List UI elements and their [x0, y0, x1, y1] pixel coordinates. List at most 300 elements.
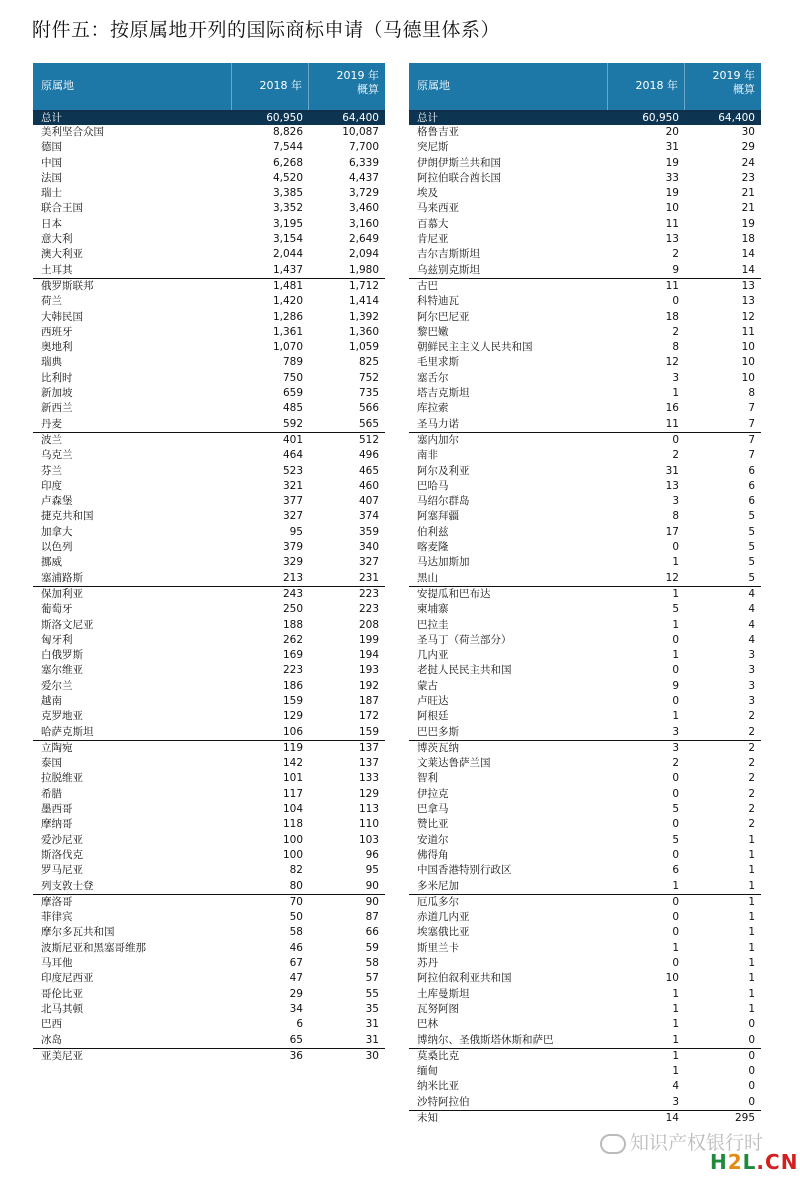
value-2018-cell: 0 [672, 957, 679, 970]
value-2019-cell: 55 [365, 987, 379, 1000]
value-2019-cell: 460 [358, 479, 379, 492]
origin-cell: 匈牙利 [41, 633, 73, 646]
origin-cell: 巴拿马 [417, 803, 449, 816]
origin-cell: 博茨瓦纳 [417, 741, 459, 754]
value-2018-cell: 104 [282, 803, 303, 816]
value-2019-cell: 194 [358, 649, 379, 662]
value-2018-cell: 3,195 [272, 217, 303, 230]
left-table [33, 63, 385, 1064]
origin-cell: 阿根廷 [417, 710, 449, 723]
value-2019-cell: 133 [358, 772, 379, 785]
value-2019-cell: 223 [358, 603, 379, 616]
value-2019-cell: 159 [358, 725, 379, 738]
value-2019-cell: 6 [748, 479, 755, 492]
table-row [409, 648, 761, 663]
origin-cell: 大韩民国 [41, 310, 83, 323]
table-row [33, 1048, 385, 1064]
table-row [409, 817, 761, 832]
table-row [33, 401, 385, 416]
value-2018-cell: 0 [672, 694, 679, 707]
value-2018-cell: 0 [672, 818, 679, 831]
value-2018-cell: 18 [665, 310, 679, 323]
total-row [33, 112, 385, 125]
watermark: 知识产权银行时 [600, 1128, 763, 1155]
value-2019-cell: 199 [358, 633, 379, 646]
value-2019-cell: 1 [748, 926, 755, 939]
value-2018-cell: 0 [672, 772, 679, 785]
value-2019-cell: 5 [748, 541, 755, 554]
table-row [33, 586, 385, 602]
value-2018-cell: 58 [289, 926, 303, 939]
origin-cell: 马达加斯加 [417, 556, 470, 569]
value-2018-cell: 327 [282, 510, 303, 523]
table-row [33, 740, 385, 756]
table-row [409, 140, 761, 155]
table-row [409, 586, 761, 602]
origin-cell: 保加利亚 [41, 587, 83, 600]
value-2019-cell: 24 [741, 156, 755, 169]
value-2019-cell: 223 [358, 587, 379, 600]
table-row [409, 941, 761, 956]
origin-cell: 冰岛 [41, 1033, 62, 1046]
left-table-body [33, 125, 385, 1064]
origin-cell: 中国 [41, 156, 62, 169]
origin-cell: 毛里求斯 [417, 356, 459, 369]
value-2018-cell: 250 [282, 603, 303, 616]
table-row [409, 663, 761, 678]
origin-cell: 丹麦 [41, 417, 62, 430]
origin-cell: 芬兰 [41, 464, 62, 477]
value-2018-cell: 11 [665, 279, 679, 292]
value-2018-cell: 1 [672, 1065, 679, 1078]
table-row [409, 879, 761, 894]
table-row [33, 694, 385, 709]
value-2019-cell: 2 [748, 710, 755, 723]
value-2019-cell: 1,980 [348, 263, 379, 276]
origin-cell: 伯利兹 [417, 525, 449, 538]
table-row [33, 555, 385, 570]
table-row [33, 171, 385, 186]
value-2018-cell: 262 [282, 633, 303, 646]
table-row [33, 217, 385, 232]
value-2019-cell: 13 [741, 279, 755, 292]
value-2019-cell: 1 [748, 833, 755, 846]
value-2018-cell: 20 [665, 126, 679, 138]
table-row [409, 355, 761, 370]
value-2019-cell: 14 [741, 248, 755, 261]
origin-cell: 墨西哥 [41, 803, 73, 816]
origin-cell: 安道尔 [417, 833, 449, 846]
table-row [33, 432, 385, 448]
value-2019-cell: 4 [748, 633, 755, 646]
origin-cell: 联合王国 [41, 202, 83, 215]
header-2019: 2019 年 概算 [308, 63, 385, 110]
origin-cell: 新西兰 [41, 402, 73, 415]
origin-cell: 文莱达鲁萨兰国 [417, 757, 491, 770]
table-row [409, 679, 761, 694]
value-2018-cell: 0 [672, 664, 679, 677]
origin-cell: 巴拉圭 [417, 618, 449, 631]
value-2019-cell: 21 [741, 202, 755, 215]
table-row [409, 232, 761, 247]
origin-cell: 博纳尔、圣俄斯塔休斯和萨巴 [417, 1033, 554, 1046]
table-row [33, 232, 385, 247]
table-row [409, 1002, 761, 1017]
table-row [33, 263, 385, 278]
table-row [409, 294, 761, 309]
table-row [409, 401, 761, 416]
value-2019-cell: 7 [748, 402, 755, 415]
value-2018-cell: 118 [282, 818, 303, 831]
value-2019-cell: 7,700 [348, 141, 379, 154]
origin-cell: 捷克共和国 [41, 510, 94, 523]
value-2019-cell: 825 [358, 356, 379, 369]
table-row [33, 910, 385, 925]
origin-cell: 老挝人民民主共和国 [417, 664, 512, 677]
value-2019-cell: 30 [365, 1049, 379, 1062]
total-row [409, 112, 761, 125]
value-2019-cell: 31 [365, 1018, 379, 1031]
table-row [33, 602, 385, 617]
origin-cell: 科特迪瓦 [417, 295, 459, 308]
origin-cell: 克罗地亚 [41, 710, 83, 723]
value-2019-cell: 465 [358, 464, 379, 477]
table-row [33, 756, 385, 771]
table-row [33, 509, 385, 524]
origin-cell: 百慕大 [417, 217, 449, 230]
table-row [33, 1017, 385, 1032]
table-row [409, 217, 761, 232]
origin-cell: 爱沙尼亚 [41, 833, 83, 846]
value-2018-cell: 8,826 [272, 126, 303, 138]
value-2019-cell: 90 [365, 879, 379, 892]
value-2019-cell: 208 [358, 618, 379, 631]
origin-cell: 苏丹 [417, 957, 438, 970]
value-2018-cell: 6 [672, 864, 679, 877]
table-row [409, 494, 761, 509]
origin-cell: 阿拉伯叙利亚共和国 [417, 972, 512, 985]
value-2019-cell: 21 [741, 187, 755, 200]
table-row [33, 971, 385, 986]
table-row [33, 941, 385, 956]
value-2018-cell: 0 [672, 633, 679, 646]
value-2018-cell: 0 [672, 911, 679, 924]
value-2018-cell: 243 [282, 587, 303, 600]
origin-cell: 黎巴嫩 [417, 325, 449, 338]
table-row [33, 648, 385, 663]
table-row [33, 848, 385, 863]
value-2018-cell: 11 [665, 417, 679, 430]
total-2018: 60,950 [642, 112, 679, 124]
origin-cell: 纳米比亚 [417, 1080, 459, 1093]
value-2018-cell: 3 [672, 725, 679, 738]
table-row [409, 1064, 761, 1079]
value-2019-cell: 12 [741, 310, 755, 323]
value-2019-cell: 2 [748, 725, 755, 738]
origin-cell: 加拿大 [41, 525, 73, 538]
table-row [33, 479, 385, 494]
origin-cell: 巴哈马 [417, 479, 449, 492]
value-2018-cell: 3 [672, 741, 679, 754]
value-2019-cell: 2 [748, 818, 755, 831]
table-row [33, 278, 385, 294]
value-2018-cell: 129 [282, 710, 303, 723]
origin-cell: 挪威 [41, 556, 62, 569]
value-2019-cell: 3,160 [348, 217, 379, 230]
value-2018-cell: 31 [665, 141, 679, 154]
table-row [409, 740, 761, 756]
header-origin: 原属地 [417, 79, 450, 92]
value-2019-cell: 340 [358, 541, 379, 554]
value-2018-cell: 117 [282, 787, 303, 800]
value-2018-cell: 9 [672, 263, 679, 276]
value-2019-cell: 0 [748, 1049, 755, 1062]
origin-cell: 古巴 [417, 279, 438, 292]
value-2019-cell: 4 [748, 603, 755, 616]
origin-cell: 圣马力诺 [417, 417, 459, 430]
value-2019-cell: 3 [748, 649, 755, 662]
origin-cell: 阿塞拜疆 [417, 510, 459, 523]
value-2019-cell: 172 [358, 710, 379, 723]
value-2019-cell: 0 [748, 1065, 755, 1078]
origin-cell: 圣马丁（荷兰部分） [417, 633, 512, 646]
origin-cell: 多米尼加 [417, 879, 459, 892]
table-row [409, 432, 761, 448]
table-row [409, 1048, 761, 1064]
origin-cell: 拉脱维亚 [41, 772, 83, 785]
origin-cell: 印度尼西亚 [41, 972, 94, 985]
origin-cell: 巴西 [41, 1018, 62, 1031]
value-2018-cell: 169 [282, 649, 303, 662]
value-2019-cell: 231 [358, 571, 379, 584]
origin-cell: 罗马尼亚 [41, 864, 83, 877]
value-2018-cell: 119 [282, 741, 303, 754]
value-2019-cell: 137 [358, 757, 379, 770]
origin-cell: 斯里兰卡 [417, 941, 459, 954]
origin-cell: 库拉索 [417, 402, 449, 415]
value-2018-cell: 3 [672, 495, 679, 508]
value-2018-cell: 5 [672, 803, 679, 816]
value-2019-cell: 3,460 [348, 202, 379, 215]
table-row [409, 263, 761, 278]
value-2018-cell: 188 [282, 618, 303, 631]
table-row [33, 140, 385, 155]
value-2019-cell: 35 [365, 1002, 379, 1015]
value-2019-cell: 19 [741, 217, 755, 230]
value-2018-cell: 2 [672, 449, 679, 462]
value-2018-cell: 65 [289, 1033, 303, 1046]
value-2019-cell: 2 [748, 803, 755, 816]
table-row [33, 525, 385, 540]
value-2018-cell: 142 [282, 757, 303, 770]
value-2018-cell: 95 [289, 525, 303, 538]
value-2019-cell: 10 [741, 356, 755, 369]
origin-cell: 厄瓜多尔 [417, 895, 459, 908]
table-row [409, 771, 761, 786]
value-2018-cell: 1 [672, 587, 679, 600]
table-row [33, 310, 385, 325]
value-2018-cell: 1 [672, 1002, 679, 1015]
value-2019-cell: 11 [741, 325, 755, 338]
table-row [409, 694, 761, 709]
value-2018-cell: 6,268 [272, 156, 303, 169]
value-2019-cell: 110 [358, 818, 379, 831]
table-row [409, 125, 761, 140]
table-row [33, 494, 385, 509]
table-row [409, 386, 761, 401]
table-row [409, 1017, 761, 1032]
page-title: 附件五：按原属地开列的国际商标申请（马德里体系） [32, 19, 501, 41]
value-2019-cell: 374 [358, 510, 379, 523]
value-2019-cell: 18 [741, 233, 755, 246]
value-2018-cell: 6 [296, 1018, 303, 1031]
origin-cell: 柬埔寨 [417, 603, 449, 616]
value-2018-cell: 0 [672, 926, 679, 939]
value-2018-cell: 3,154 [272, 233, 303, 246]
value-2019-cell: 735 [358, 387, 379, 400]
table-row [409, 555, 761, 570]
value-2019-cell: 1 [748, 848, 755, 861]
table-row [33, 464, 385, 479]
value-2018-cell: 3,385 [272, 187, 303, 200]
origin-cell: 土库曼斯坦 [417, 987, 470, 1000]
value-2018-cell: 3,352 [272, 202, 303, 215]
table-row [409, 956, 761, 971]
value-2019-cell: 31 [365, 1033, 379, 1046]
value-2018-cell: 523 [282, 464, 303, 477]
value-2018-cell: 106 [282, 725, 303, 738]
table-row [33, 817, 385, 832]
origin-cell: 印度 [41, 479, 62, 492]
table-row [33, 633, 385, 648]
value-2019-cell: 1 [748, 864, 755, 877]
value-2018-cell: 1 [672, 618, 679, 631]
table-row [409, 725, 761, 740]
value-2018-cell: 36 [289, 1049, 303, 1062]
table-row [409, 325, 761, 340]
value-2019-cell: 1,712 [348, 279, 379, 292]
table-row [409, 371, 761, 386]
origin-cell: 沙特阿拉伯 [417, 1095, 470, 1108]
value-2018-cell: 47 [289, 972, 303, 985]
table-row [409, 278, 761, 294]
right-table-body [409, 125, 761, 1110]
right-table [409, 63, 761, 1126]
value-2018-cell: 100 [282, 848, 303, 861]
origin-cell: 瑞士 [41, 187, 62, 200]
value-2019-cell: 566 [358, 402, 379, 415]
table-row [33, 371, 385, 386]
value-2019-cell: 57 [365, 972, 379, 985]
value-2018-cell: 46 [289, 941, 303, 954]
value-2019-cell: 3 [748, 694, 755, 707]
value-2018-cell: 1 [672, 1033, 679, 1046]
value-2019-cell: 1,414 [348, 295, 379, 308]
value-2018-cell: 13 [665, 233, 679, 246]
value-2018-cell: 401 [282, 433, 303, 446]
value-2018-cell: 80 [289, 879, 303, 892]
value-2019-cell: 3 [748, 664, 755, 677]
value-2019-cell: 129 [358, 787, 379, 800]
origin-cell: 瓦努阿图 [417, 1002, 459, 1015]
origin-cell: 立陶宛 [41, 741, 73, 754]
value-2018-cell: 16 [665, 402, 679, 415]
value-2019-cell: 1 [748, 911, 755, 924]
value-2018-cell: 2 [672, 757, 679, 770]
value-2019-cell: 4,437 [348, 171, 379, 184]
value-2019-cell: 2 [748, 787, 755, 800]
origin-cell: 蒙古 [417, 679, 438, 692]
value-2019-cell: 565 [358, 417, 379, 430]
value-2018-cell: 1,286 [272, 310, 303, 323]
table-row [409, 709, 761, 724]
table-row [33, 833, 385, 848]
value-2019-cell: 113 [358, 803, 379, 816]
value-2018-cell: 1,481 [272, 279, 303, 292]
table-row [33, 186, 385, 201]
table-row [33, 355, 385, 370]
value-2018-cell: 659 [282, 387, 303, 400]
origin-cell: 塞尔维亚 [41, 664, 83, 677]
value-2018-cell: 9 [672, 679, 679, 692]
value-2019-cell: 4 [748, 587, 755, 600]
header-2018: 2018 年 [607, 63, 684, 110]
value-2019-cell: 3,729 [348, 187, 379, 200]
table-row [409, 1079, 761, 1094]
table-row [409, 756, 761, 771]
origin-cell: 缅甸 [417, 1065, 438, 1078]
value-2019-cell: 6 [748, 495, 755, 508]
value-2018-cell: 7,544 [272, 141, 303, 154]
origin-cell: 摩纳哥 [41, 818, 73, 831]
value-2018-cell: 1 [672, 879, 679, 892]
table-row [33, 340, 385, 355]
value-2019-cell: 3 [748, 679, 755, 692]
value-2018-cell: 1 [672, 556, 679, 569]
table-row [409, 848, 761, 863]
origin-cell: 日本 [41, 217, 62, 230]
value-2018-cell: 789 [282, 356, 303, 369]
value-2019-cell: 1 [748, 972, 755, 985]
origin-cell: 几内亚 [417, 649, 449, 662]
value-2019-cell: 2 [748, 772, 755, 785]
table-row [33, 894, 385, 910]
origin-cell: 中国香港特别行政区 [417, 864, 512, 877]
origin-cell: 马耳他 [41, 957, 73, 970]
value-2018-cell: 31 [665, 464, 679, 477]
value-2019-cell: 7 [748, 417, 755, 430]
origin-cell: 哥伦比亚 [41, 987, 83, 1000]
value-2019-cell: 0 [748, 1080, 755, 1093]
value-2018-cell: 8 [672, 510, 679, 523]
value-2019-cell: 29 [741, 141, 755, 154]
origin-cell: 卢森堡 [41, 495, 73, 508]
value-2018-cell: 0 [672, 541, 679, 554]
table-row [409, 310, 761, 325]
value-2018-cell: 101 [282, 772, 303, 785]
value-2019-cell: 13 [741, 295, 755, 308]
value-2018-cell: 750 [282, 371, 303, 384]
value-2019-cell: 87 [365, 911, 379, 924]
value-2018-cell: 33 [665, 171, 679, 184]
value-2019-cell: 4 [748, 618, 755, 631]
table-row [33, 663, 385, 678]
value-2019-cell: 1 [748, 941, 755, 954]
value-2019-cell: 192 [358, 679, 379, 692]
origin-cell: 西班牙 [41, 325, 73, 338]
origin-cell: 卢旺达 [417, 694, 449, 707]
value-2018-cell: 485 [282, 402, 303, 415]
